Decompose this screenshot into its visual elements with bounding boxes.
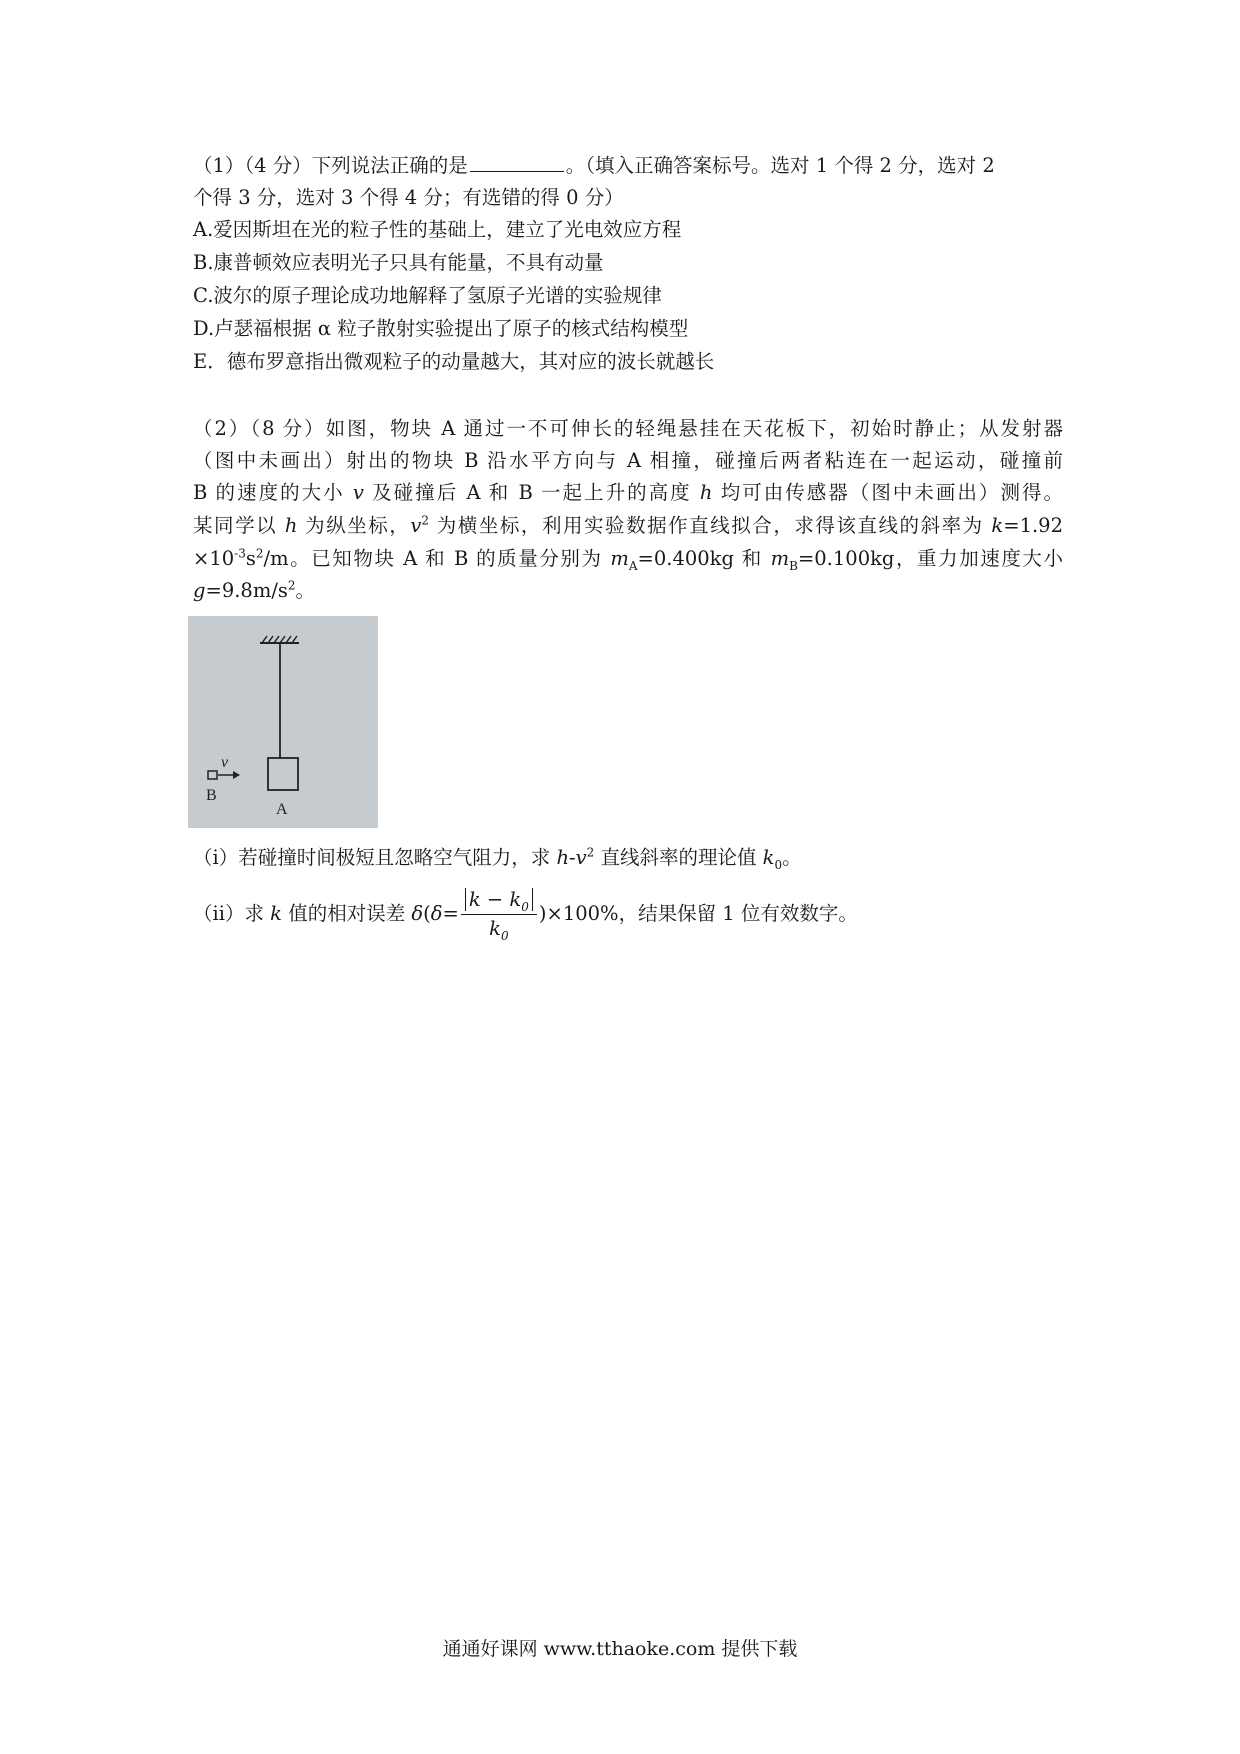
q2-line5: $\times 10^{-3}s^2/m$。已知物块 A 和 B 的质量分别为 $m_A=0.400kg$ 和 $m_B=0.100kg$，重力加速度大小 bbox=[193, 546, 1064, 573]
block-a bbox=[268, 758, 298, 790]
label-a: A bbox=[276, 801, 288, 818]
page-footer: 通通好课网 www.tthaoke.com 提供下载 bbox=[442, 1638, 798, 1660]
q1-option-d: D.卢瑟福根据 α 粒子散射实验提出了原子的核式结构模型 bbox=[193, 317, 689, 340]
ceiling-hatch bbox=[262, 636, 297, 643]
label-b: B bbox=[206, 787, 217, 804]
q2-line3: B 的速度的大小 v 及碰撞后 A 和 B 一起上升的高度 h 均可由传感器（图中未画出）测得。 bbox=[193, 481, 1063, 504]
q2-sub-ii: （ii）求 k 值的相对误差 δ(δ= $\frac{k - k_0}{k_0}$ )×100%，结果保留 1 位有效数字。 bbox=[193, 888, 858, 943]
q1-stem-line1: （1）（4 分）下列说法正确的是 。（填入正确答案标号。选对 1 个得 2 分，选对 2 bbox=[193, 154, 995, 177]
q2-line2: （图中未画出）射出的物块 B 沿水平方向与 A 相撞，碰撞后两者粘连在一起运动，碰撞前 bbox=[193, 449, 1063, 472]
pendulum-figure bbox=[188, 616, 378, 828]
relative-error-fraction: $\frac{k - k_0}{k_0}$ bbox=[461, 888, 537, 941]
q1-stem-line2: 个得 3 分，选对 3 个得 4 分；有选错的得 0 分） bbox=[193, 186, 624, 209]
pendulum-diagram bbox=[188, 616, 378, 828]
q1-option-e: E．德布罗意指出微观粒子的动量越大，其对应的波长就越长 bbox=[193, 350, 715, 373]
velocity-arrowhead bbox=[233, 771, 240, 779]
q2-sub-i: （i）若碰撞时间极短且忽略空气阻力，求 $h-v^2$ 直线斜率的理论值 $k_0$。 bbox=[193, 845, 802, 872]
label-v: v bbox=[221, 754, 229, 771]
q2-line4: 某同学以 h 为纵坐标，$v^2$ 为横坐标，利用实验数据作直线拟合，求得该直线的斜率为 k=1.92 bbox=[193, 513, 1063, 537]
block-b bbox=[208, 771, 217, 779]
q2-line1: （2）（8 分）如图，物块 A 通过一不可伸长的轻绳悬挂在天花板下，初始时静止；从发射器 bbox=[193, 417, 1063, 440]
q2-line6: $g=9.8m/s^2$。 bbox=[193, 578, 316, 602]
q1-option-a: A.爱因斯坦在光的粒子性的基础上，建立了光电效应方程 bbox=[193, 218, 682, 241]
q1-option-c: C.波尔的原子理论成功地解释了氢原子光谱的实验规律 bbox=[193, 284, 662, 307]
answer-blank bbox=[470, 153, 564, 172]
q1-option-b: B.康普顿效应表明光子只具有能量，不具有动量 bbox=[193, 251, 604, 274]
